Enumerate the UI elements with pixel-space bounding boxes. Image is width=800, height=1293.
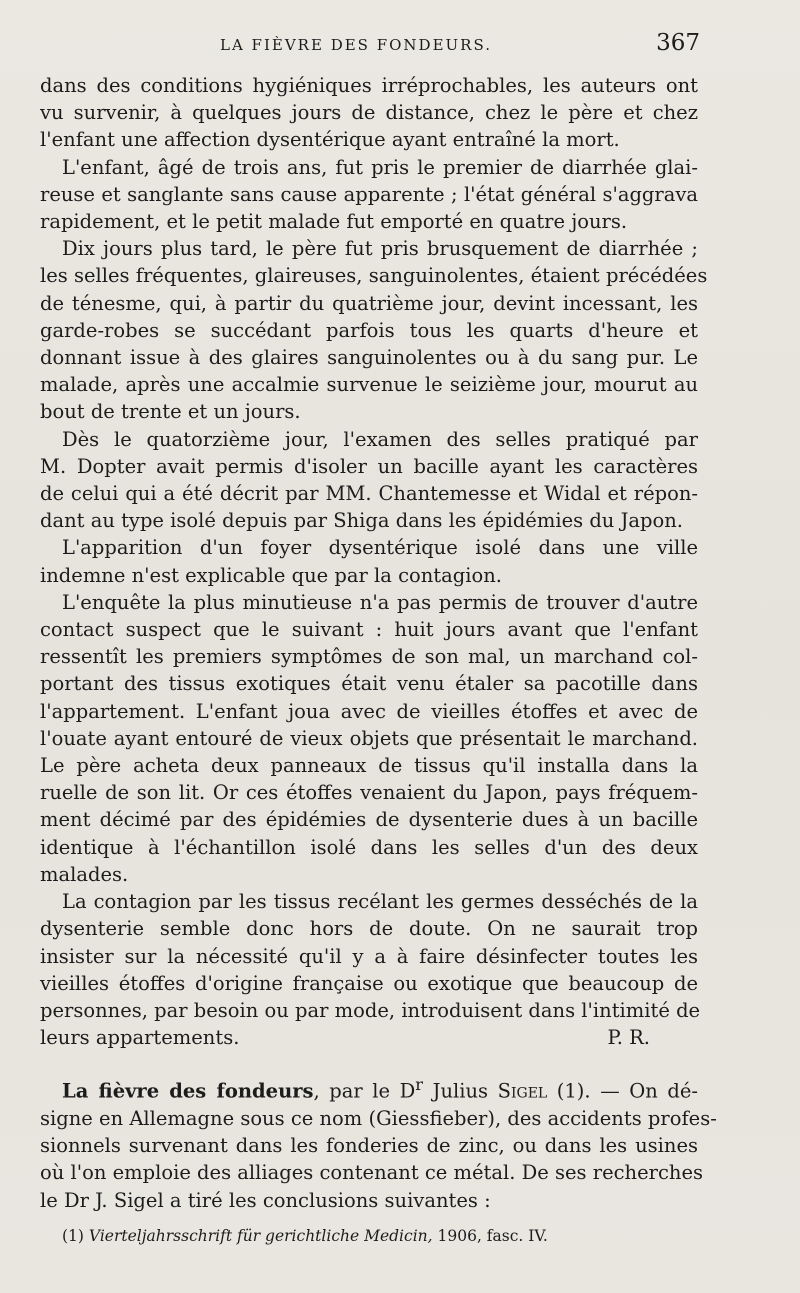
footnote-source: Vierteljahrsschrift für gerichtliche Medicin,: [88, 1227, 433, 1245]
paragraph: [40, 589, 698, 888]
text-line: indemne n'est explicable que par la contagion.: [40, 563, 502, 587]
text-line: L'enquête la plus minutieuse n'a pas permis de trouver d'autre: [62, 590, 698, 614]
text-line: Dès le quatorzième jour, l'examen des selles pratiqué par: [62, 427, 698, 451]
text-line: Dix jours plus tard, le père fut pris brusquement de diarrhée ;: [62, 237, 698, 261]
paragraph: [40, 235, 708, 425]
text-line: l'ouate ayant entouré de vieux objets que présentait le marchand.: [40, 726, 698, 750]
footnote: [62, 1227, 662, 1245]
text-line: insister sur la nécessité qu'il y a à faire désinfecter toutes les: [40, 944, 698, 968]
text-line: dant au type isolé depuis par Shiga dans les épidémies du Japon.: [40, 509, 683, 533]
closing-line: [40, 1024, 698, 1051]
text-line: le Dr J. Sigel a tiré les conclusions suivantes :: [40, 1188, 491, 1212]
text-line: Le père acheta deux panneaux de tissus qu'il installa dans la: [40, 754, 698, 778]
article-paragraph: [40, 1071, 717, 1214]
paragraph: [40, 888, 701, 1051]
footnote-details: 1906, fasc. IV.: [437, 1227, 548, 1245]
text-line: signe en Allemagne sous ce nom (Giessfieber), des accidents profes-: [40, 1107, 717, 1131]
paragraph: [40, 426, 698, 535]
text-line: sionnels survenant dans les fonderies de zinc, ou dans les usines: [40, 1134, 698, 1158]
page-number: 367: [656, 30, 700, 56]
text-line: ment décimé par des épidémies de dysenterie dues à un bacille: [40, 808, 698, 832]
running-title: LA FIÈVRE DES FONDEURS.: [220, 36, 492, 54]
text-line: malades.: [40, 862, 129, 886]
text-line: L'apparition d'un foyer dysentérique isolé dans une ville: [62, 536, 698, 560]
text-line: dans des conditions hygiéniques irréprochables, les auteurs ont: [40, 74, 698, 97]
text-line: L'enfant, âgé de trois ans, fut pris le premier de diarrhée glai-: [62, 155, 698, 179]
text-line: de celui qui a été décrit par MM. Chantemesse et Widal et répon-: [40, 482, 698, 506]
author-first-name: Julius: [423, 1079, 498, 1103]
page-header: [40, 30, 700, 64]
author-signature: P. R.: [607, 1026, 650, 1050]
text-line: l'enfant une affection dysentérique ayant entraîné la mort.: [40, 128, 620, 152]
text-line: garde-robes se succédant parfois tous les quarts d'heure et: [40, 318, 698, 342]
author-last-name: Sigel: [497, 1079, 548, 1103]
article-intro: , par le D: [313, 1079, 416, 1103]
text-line: vieilles étoffes d'origine française ou exotique que beaucoup de: [40, 971, 698, 995]
text-line: rapidement, et le petit malade fut emporté en quatre jours.: [40, 210, 628, 234]
text-line: les selles fréquentes, glaireuses, sanguinolentes, étaient précédées: [40, 264, 708, 288]
body-text: [40, 72, 717, 1214]
paragraph: [40, 154, 698, 236]
paragraph: [40, 534, 698, 588]
text-line: l'appartement. L'enfant joua avec de vieilles étoffes et avec de: [40, 699, 698, 723]
article-heading-line: [40, 1071, 698, 1105]
paragraph: [40, 72, 698, 154]
text-line: de ténesme, qui, à partir du quatrième jour, devint incessant, les: [40, 291, 698, 315]
text-line: ruelle de son lit. Or ces étoffes venaient du Japon, pays fréquem-: [40, 781, 698, 805]
text-line: donnant issue à des glaires sanguinolentes ou à du sang pur. Le: [40, 346, 698, 370]
text-line: dysenterie semble donc hors de doute. On ne saurait trop: [40, 917, 698, 941]
footnote-reference: (1). — On dé-: [547, 1079, 698, 1103]
text-line: reuse et sanglante sans cause apparente ; l'état général s'aggrava: [40, 182, 698, 206]
text-line: personnes, par besoin ou par mode, introduisent dans l'intimité de: [40, 998, 701, 1022]
text-line: ressentît les premiers symptômes de son mal, un marchand col-: [40, 645, 698, 669]
text-line: portant des tissus exotiques était venu étaler sa pacotille dans: [40, 672, 698, 696]
text-line: M. Dopter avait permis d'isoler un bacille ayant les caractères: [40, 454, 698, 478]
text-line: contact suspect que le suivant : huit jours avant que l'enfant: [40, 618, 698, 642]
text-line: identique à l'échantillon isolé dans les selles d'un des deux: [40, 835, 698, 859]
text-line: malade, après une accalmie survenue le seizième jour, mourut au: [40, 373, 698, 397]
text-line: leurs appartements.: [40, 1026, 240, 1050]
section-gap: [40, 1051, 698, 1071]
footnote-mark: (1): [62, 1227, 84, 1245]
text-line: La contagion par les tissus recélant les germes desséchés de la: [62, 890, 698, 914]
text-line: vu survenir, à quelques jours de distance, chez le père et chez: [40, 101, 698, 125]
text-line: bout de trente et un jours.: [40, 400, 301, 424]
dr-superscript: r: [415, 1075, 424, 1095]
article-title: La fièvre des fondeurs: [62, 1079, 314, 1103]
text-line: où l'on emploie des alliages contenant ce métal. De ses recherches: [40, 1161, 703, 1185]
